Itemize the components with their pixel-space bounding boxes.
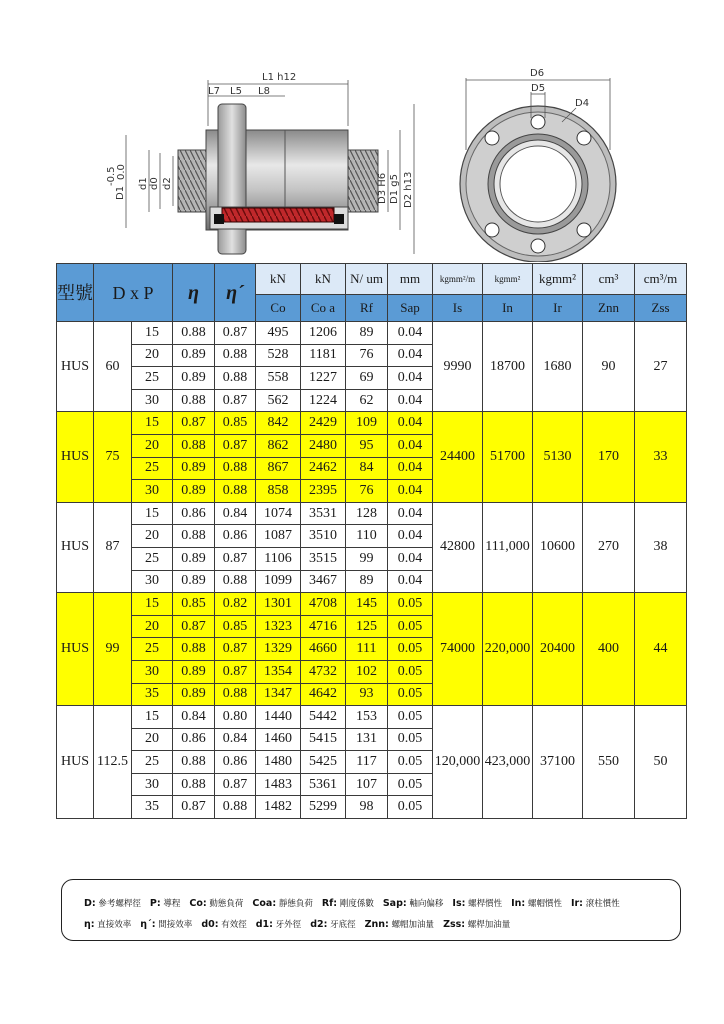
header-unit: mm bbox=[388, 264, 433, 295]
cell-sap: 0.05 bbox=[388, 615, 433, 638]
cell-sap: 0.05 bbox=[388, 796, 433, 819]
cell-rf: 111 bbox=[346, 638, 388, 661]
header-sub: Rf bbox=[346, 295, 388, 322]
cell-in: 51700 bbox=[483, 412, 533, 502]
table-row bbox=[57, 412, 687, 435]
legend-desc: 螺桿加油量 bbox=[467, 920, 511, 930]
cell-coa: 1227 bbox=[301, 367, 346, 390]
header-sub: Zss bbox=[635, 295, 687, 322]
cell-lead: 25 bbox=[132, 547, 173, 570]
cell-sap: 0.04 bbox=[388, 434, 433, 457]
cell-rf: 98 bbox=[346, 796, 388, 819]
dim-d1-left: D1 bbox=[115, 185, 126, 200]
cell-rf: 145 bbox=[346, 593, 388, 616]
legend-item bbox=[201, 920, 246, 930]
cell-co: 1106 bbox=[256, 547, 301, 570]
cell-co: 1099 bbox=[256, 570, 301, 593]
legend-item bbox=[256, 920, 301, 930]
cell-lead: 15 bbox=[132, 412, 173, 435]
cell-coa: 3531 bbox=[301, 502, 346, 525]
cell-eta-prime: 0.82 bbox=[215, 593, 256, 616]
legend-term: d2: bbox=[310, 919, 328, 930]
cell-co: 858 bbox=[256, 480, 301, 503]
cell-eta: 0.88 bbox=[173, 638, 215, 661]
legend-item bbox=[140, 920, 192, 930]
cell-sap: 0.04 bbox=[388, 367, 433, 390]
cell-is: 120,000 bbox=[433, 706, 483, 819]
cell-eta-prime: 0.87 bbox=[215, 547, 256, 570]
legend-box bbox=[61, 879, 681, 941]
legend-item bbox=[571, 899, 620, 909]
cell-coa: 3515 bbox=[301, 547, 346, 570]
legend-item bbox=[443, 920, 510, 930]
legend-term: η: bbox=[84, 919, 95, 930]
cell-eta: 0.86 bbox=[173, 502, 215, 525]
legend-desc: 導程 bbox=[163, 899, 181, 909]
cell-ir: 5130 bbox=[533, 412, 583, 502]
cell-lead: 30 bbox=[132, 660, 173, 683]
cell-ir: 1680 bbox=[533, 322, 583, 412]
legend-term: In: bbox=[511, 898, 526, 909]
cell-co: 1301 bbox=[256, 593, 301, 616]
legend-desc: 牙外徑 bbox=[275, 920, 302, 930]
legend-desc: 間接效率 bbox=[158, 920, 193, 930]
cell-eta-prime: 0.85 bbox=[215, 412, 256, 435]
cell-eta: 0.86 bbox=[173, 728, 215, 751]
header-dxp: D x P bbox=[94, 264, 173, 322]
legend-desc: 軸向偏移 bbox=[409, 899, 444, 909]
cell-is: 24400 bbox=[433, 412, 483, 502]
cell-eta: 0.89 bbox=[173, 480, 215, 503]
table-row bbox=[57, 322, 687, 345]
legend-desc: 剛度係數 bbox=[339, 899, 374, 909]
cell-lead: 15 bbox=[132, 502, 173, 525]
cell-eta: 0.87 bbox=[173, 796, 215, 819]
cell-co: 1087 bbox=[256, 525, 301, 548]
cell-sap: 0.05 bbox=[388, 593, 433, 616]
dim-d2: d2 bbox=[162, 177, 173, 190]
cell-co: 862 bbox=[256, 434, 301, 457]
cell-coa: 5299 bbox=[301, 796, 346, 819]
legend-desc: 牙底徑 bbox=[330, 920, 356, 930]
cell-rf: 117 bbox=[346, 751, 388, 774]
cell-eta-prime: 0.88 bbox=[215, 480, 256, 503]
cell-model: HUS bbox=[57, 322, 94, 412]
legend-desc: 螺桿慣性 bbox=[468, 899, 503, 909]
cell-eta: 0.89 bbox=[173, 547, 215, 570]
header-model: 型號 bbox=[57, 264, 94, 322]
dim-d6: D6 bbox=[530, 68, 545, 79]
cell-lead: 25 bbox=[132, 457, 173, 480]
dim-d2h: D2 h13 bbox=[403, 171, 414, 208]
cell-zss: 27 bbox=[635, 322, 687, 412]
spec-table-body bbox=[57, 322, 687, 819]
cell-rf: 107 bbox=[346, 773, 388, 796]
cell-eta-prime: 0.88 bbox=[215, 570, 256, 593]
cell-lead: 35 bbox=[132, 796, 173, 819]
cell-lead: 30 bbox=[132, 389, 173, 412]
dim-d0: d0 bbox=[149, 177, 160, 190]
legend-item bbox=[383, 899, 444, 909]
legend-term: d1: bbox=[255, 919, 273, 930]
cell-co: 495 bbox=[256, 322, 301, 345]
cell-eta: 0.87 bbox=[173, 615, 215, 638]
legend-desc: 靜態負荷 bbox=[278, 899, 313, 909]
cell-zss: 38 bbox=[635, 502, 687, 592]
cell-ir: 20400 bbox=[533, 593, 583, 706]
legend-row bbox=[84, 897, 629, 909]
cell-sap: 0.04 bbox=[388, 502, 433, 525]
header-unit: N/ um bbox=[346, 264, 388, 295]
legend-item bbox=[310, 920, 355, 930]
cell-eta: 0.89 bbox=[173, 457, 215, 480]
cell-rf: 76 bbox=[346, 480, 388, 503]
dim-l1: L1 h12 bbox=[262, 72, 297, 83]
header-sub: Sap bbox=[388, 295, 433, 322]
cell-rf: 95 bbox=[346, 434, 388, 457]
cell-sap: 0.05 bbox=[388, 728, 433, 751]
cell-lead: 30 bbox=[132, 773, 173, 796]
cell-diameter: 112.5 bbox=[94, 706, 132, 819]
legend-item bbox=[84, 920, 131, 930]
cell-sap: 0.04 bbox=[388, 480, 433, 503]
legend-desc: 直接效率 bbox=[97, 920, 132, 930]
legend-term: Ir: bbox=[570, 898, 583, 909]
cell-eta: 0.88 bbox=[173, 434, 215, 457]
cell-znn: 400 bbox=[583, 593, 635, 706]
cell-co: 558 bbox=[256, 367, 301, 390]
cell-lead: 20 bbox=[132, 344, 173, 367]
legend-term: Sap: bbox=[382, 898, 407, 909]
cell-co: 562 bbox=[256, 389, 301, 412]
legend-item bbox=[452, 899, 502, 909]
cell-rf: 93 bbox=[346, 683, 388, 706]
legend-item bbox=[252, 899, 312, 909]
cell-eta: 0.84 bbox=[173, 706, 215, 729]
cell-rf: 125 bbox=[346, 615, 388, 638]
legend-term: Rf: bbox=[321, 898, 338, 909]
legend-desc: 有效徑 bbox=[221, 920, 247, 930]
table-row bbox=[57, 706, 687, 729]
cell-rf: 84 bbox=[346, 457, 388, 480]
cell-eta-prime: 0.85 bbox=[215, 615, 256, 638]
legend-term: Znn: bbox=[364, 919, 389, 930]
cell-sap: 0.05 bbox=[388, 773, 433, 796]
cell-eta-prime: 0.87 bbox=[215, 434, 256, 457]
cell-eta-prime: 0.86 bbox=[215, 751, 256, 774]
legend-item bbox=[84, 899, 141, 909]
cell-coa: 2429 bbox=[301, 412, 346, 435]
cell-eta-prime: 0.80 bbox=[215, 706, 256, 729]
cell-coa: 5442 bbox=[301, 706, 346, 729]
cell-eta-prime: 0.88 bbox=[215, 683, 256, 706]
header-unit: kgmm² bbox=[483, 264, 533, 295]
cell-co: 1483 bbox=[256, 773, 301, 796]
dim-d5: D5 bbox=[531, 83, 546, 94]
cell-rf: 153 bbox=[346, 706, 388, 729]
cell-sap: 0.04 bbox=[388, 547, 433, 570]
legend-term: η´: bbox=[140, 919, 156, 930]
cell-lead: 20 bbox=[132, 615, 173, 638]
header-unit: kN bbox=[301, 264, 346, 295]
header-eta-prime: η´ bbox=[215, 264, 256, 322]
cell-co: 1482 bbox=[256, 796, 301, 819]
cell-rf: 109 bbox=[346, 412, 388, 435]
cell-sap: 0.05 bbox=[388, 660, 433, 683]
cell-eta-prime: 0.84 bbox=[215, 728, 256, 751]
cell-eta-prime: 0.87 bbox=[215, 322, 256, 345]
cell-coa: 4716 bbox=[301, 615, 346, 638]
cell-sap: 0.05 bbox=[388, 751, 433, 774]
technical-drawing bbox=[0, 0, 724, 262]
cell-coa: 4732 bbox=[301, 660, 346, 683]
cell-is: 9990 bbox=[433, 322, 483, 412]
cell-sap: 0.04 bbox=[388, 412, 433, 435]
cell-diameter: 99 bbox=[94, 593, 132, 706]
table-row bbox=[57, 502, 687, 525]
legend-row bbox=[84, 918, 519, 930]
cell-co: 1323 bbox=[256, 615, 301, 638]
dim-l5: L5 bbox=[230, 86, 242, 97]
cell-lead: 15 bbox=[132, 706, 173, 729]
cell-znn: 170 bbox=[583, 412, 635, 502]
legend-item bbox=[150, 899, 180, 909]
cell-zss: 50 bbox=[635, 706, 687, 819]
cell-lead: 30 bbox=[132, 480, 173, 503]
legend-item bbox=[511, 899, 562, 909]
cell-rf: 69 bbox=[346, 367, 388, 390]
cell-zss: 33 bbox=[635, 412, 687, 502]
cell-lead: 35 bbox=[132, 683, 173, 706]
legend-term: Zss: bbox=[443, 919, 466, 930]
cell-lead: 25 bbox=[132, 751, 173, 774]
cell-eta-prime: 0.88 bbox=[215, 457, 256, 480]
cell-eta: 0.88 bbox=[173, 773, 215, 796]
cell-lead: 30 bbox=[132, 570, 173, 593]
dim-d1-tol2: 0.0 bbox=[116, 164, 127, 180]
dim-l8: L8 bbox=[258, 86, 270, 97]
cell-sap: 0.04 bbox=[388, 344, 433, 367]
spec-table bbox=[56, 263, 687, 819]
cell-in: 220,000 bbox=[483, 593, 533, 706]
cell-is: 42800 bbox=[433, 502, 483, 592]
cell-eta: 0.88 bbox=[173, 389, 215, 412]
dim-d1-tol: -0.5 bbox=[106, 166, 117, 186]
cell-eta: 0.89 bbox=[173, 344, 215, 367]
cell-eta: 0.89 bbox=[173, 660, 215, 683]
legend-item bbox=[322, 899, 374, 909]
cell-model: HUS bbox=[57, 502, 94, 592]
cell-co: 867 bbox=[256, 457, 301, 480]
cell-sap: 0.04 bbox=[388, 322, 433, 345]
header-sub: Is bbox=[433, 295, 483, 322]
cell-is: 74000 bbox=[433, 593, 483, 706]
cell-rf: 110 bbox=[346, 525, 388, 548]
cell-co: 1480 bbox=[256, 751, 301, 774]
legend-desc: 動態負荷 bbox=[209, 899, 244, 909]
cell-co: 1329 bbox=[256, 638, 301, 661]
cell-coa: 1224 bbox=[301, 389, 346, 412]
cell-eta: 0.89 bbox=[173, 683, 215, 706]
cell-znn: 270 bbox=[583, 502, 635, 592]
cell-eta-prime: 0.87 bbox=[215, 389, 256, 412]
dim-d1g: D1 g5 bbox=[389, 174, 400, 204]
header-sub: In bbox=[483, 295, 533, 322]
cell-rf: 62 bbox=[346, 389, 388, 412]
legend-desc: 螺帽慣性 bbox=[527, 899, 562, 909]
cell-rf: 99 bbox=[346, 547, 388, 570]
cell-in: 423,000 bbox=[483, 706, 533, 819]
header-unit: cm³ bbox=[583, 264, 635, 295]
cell-coa: 5415 bbox=[301, 728, 346, 751]
legend-term: Is: bbox=[452, 898, 466, 909]
legend-item bbox=[189, 899, 243, 909]
header-sub: Znn bbox=[583, 295, 635, 322]
cell-eta-prime: 0.87 bbox=[215, 660, 256, 683]
cell-model: HUS bbox=[57, 706, 94, 819]
cell-sap: 0.05 bbox=[388, 638, 433, 661]
cell-coa: 1181 bbox=[301, 344, 346, 367]
cell-zss: 44 bbox=[635, 593, 687, 706]
cell-co: 842 bbox=[256, 412, 301, 435]
cell-eta: 0.89 bbox=[173, 570, 215, 593]
header-unit: kgmm² bbox=[533, 264, 583, 295]
dim-d4: D4 bbox=[575, 98, 590, 109]
cell-in: 111,000 bbox=[483, 502, 533, 592]
cell-coa: 2462 bbox=[301, 457, 346, 480]
cell-coa: 5425 bbox=[301, 751, 346, 774]
side-view bbox=[106, 72, 414, 254]
cell-rf: 102 bbox=[346, 660, 388, 683]
cell-co: 528 bbox=[256, 344, 301, 367]
cell-coa: 4642 bbox=[301, 683, 346, 706]
cell-sap: 0.05 bbox=[388, 683, 433, 706]
legend-term: d0: bbox=[201, 919, 219, 930]
header-unit: kN bbox=[256, 264, 301, 295]
cell-coa: 3510 bbox=[301, 525, 346, 548]
dim-d1-small: d1 bbox=[138, 177, 149, 190]
dim-d3: D3 H6 bbox=[377, 172, 388, 204]
cell-znn: 90 bbox=[583, 322, 635, 412]
cell-coa: 3467 bbox=[301, 570, 346, 593]
cell-eta-prime: 0.88 bbox=[215, 367, 256, 390]
cell-eta: 0.88 bbox=[173, 751, 215, 774]
legend-desc: 參考螺桿徑 bbox=[98, 899, 141, 909]
cell-coa: 5361 bbox=[301, 773, 346, 796]
cell-diameter: 60 bbox=[94, 322, 132, 412]
legend-term: P: bbox=[149, 898, 161, 909]
table-row bbox=[57, 593, 687, 616]
cell-coa: 4708 bbox=[301, 593, 346, 616]
cell-coa: 2395 bbox=[301, 480, 346, 503]
cell-eta: 0.88 bbox=[173, 525, 215, 548]
cell-lead: 20 bbox=[132, 728, 173, 751]
cell-eta: 0.89 bbox=[173, 367, 215, 390]
header-unit: kgmm²/m bbox=[433, 264, 483, 295]
header-sub: Co bbox=[256, 295, 301, 322]
cell-diameter: 87 bbox=[94, 502, 132, 592]
cell-sap: 0.04 bbox=[388, 457, 433, 480]
cell-eta-prime: 0.87 bbox=[215, 638, 256, 661]
cell-ir: 37100 bbox=[533, 706, 583, 819]
cell-eta-prime: 0.84 bbox=[215, 502, 256, 525]
cell-co: 1347 bbox=[256, 683, 301, 706]
cell-eta: 0.87 bbox=[173, 412, 215, 435]
cell-ir: 10600 bbox=[533, 502, 583, 592]
legend-term: Coa: bbox=[252, 898, 277, 909]
legend-desc: 滾柱慣性 bbox=[585, 899, 620, 909]
cell-model: HUS bbox=[57, 593, 94, 706]
cell-eta-prime: 0.88 bbox=[215, 796, 256, 819]
cell-lead: 20 bbox=[132, 525, 173, 548]
header-sub: Ir bbox=[533, 295, 583, 322]
cell-rf: 89 bbox=[346, 322, 388, 345]
header-unit: cm³/m bbox=[635, 264, 687, 295]
cell-co: 1460 bbox=[256, 728, 301, 751]
header-eta: η bbox=[173, 264, 215, 322]
cell-sap: 0.05 bbox=[388, 706, 433, 729]
cell-lead: 25 bbox=[132, 638, 173, 661]
cell-coa: 1206 bbox=[301, 322, 346, 345]
cell-co: 1354 bbox=[256, 660, 301, 683]
cell-lead: 15 bbox=[132, 593, 173, 616]
cell-sap: 0.04 bbox=[388, 389, 433, 412]
cell-eta-prime: 0.87 bbox=[215, 773, 256, 796]
cell-co: 1440 bbox=[256, 706, 301, 729]
front-view bbox=[460, 68, 616, 262]
cell-sap: 0.04 bbox=[388, 570, 433, 593]
cell-sap: 0.04 bbox=[388, 525, 433, 548]
cell-eta: 0.88 bbox=[173, 322, 215, 345]
cell-coa: 4660 bbox=[301, 638, 346, 661]
cell-rf: 89 bbox=[346, 570, 388, 593]
cell-eta: 0.85 bbox=[173, 593, 215, 616]
legend-term: D: bbox=[84, 898, 96, 909]
cell-eta-prime: 0.86 bbox=[215, 525, 256, 548]
cell-znn: 550 bbox=[583, 706, 635, 819]
cell-model: HUS bbox=[57, 412, 94, 502]
cell-co: 1074 bbox=[256, 502, 301, 525]
cell-rf: 128 bbox=[346, 502, 388, 525]
dim-l7: L7 bbox=[208, 86, 220, 97]
cell-rf: 131 bbox=[346, 728, 388, 751]
cell-lead: 25 bbox=[132, 367, 173, 390]
header-sub: Co a bbox=[301, 295, 346, 322]
legend-desc: 螺帽加油量 bbox=[391, 920, 435, 930]
cell-lead: 20 bbox=[132, 434, 173, 457]
cell-coa: 2480 bbox=[301, 434, 346, 457]
cell-in: 18700 bbox=[483, 322, 533, 412]
cell-diameter: 75 bbox=[94, 412, 132, 502]
legend-term: Co: bbox=[189, 898, 207, 909]
cell-rf: 76 bbox=[346, 344, 388, 367]
legend-item bbox=[365, 920, 434, 930]
cell-lead: 15 bbox=[132, 322, 173, 345]
cell-eta-prime: 0.88 bbox=[215, 344, 256, 367]
